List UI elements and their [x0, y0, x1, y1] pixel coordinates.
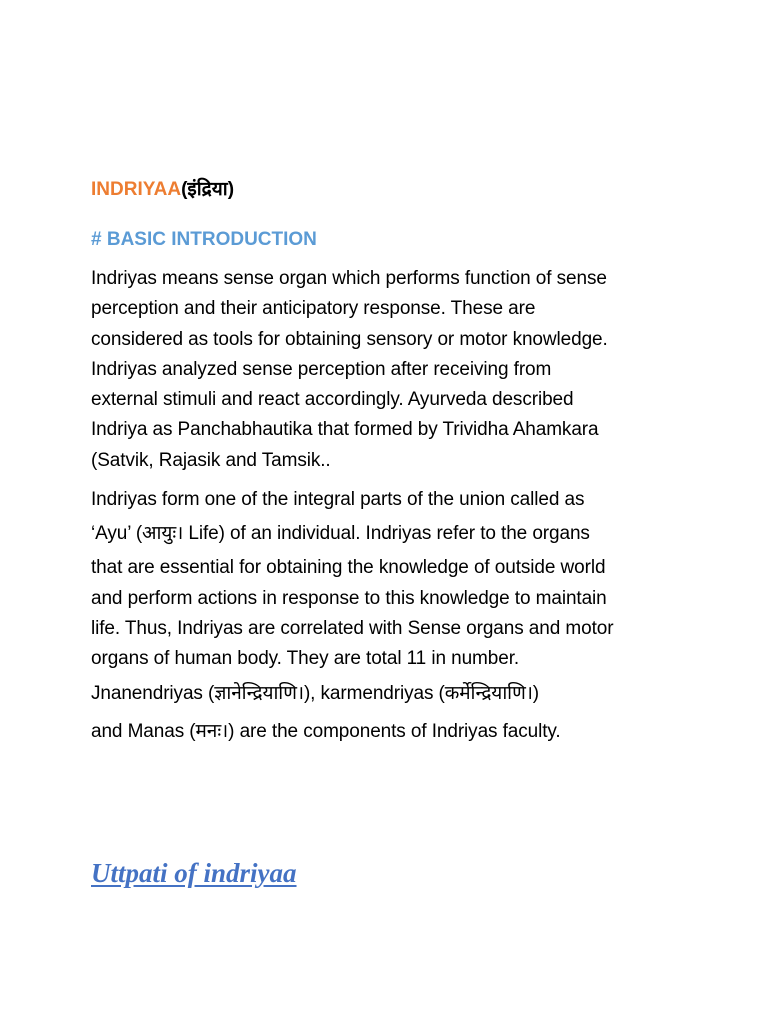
text-line: Indriyas means sense organ which performs function of sense — [91, 268, 607, 289]
text-line: external stimuli and react accordingly. Ayurveda described — [91, 389, 574, 411]
text-line: Indriyas analyzed sense perception after receiving from — [91, 358, 552, 380]
document-page — [91, 178, 751, 760]
title-latin: INDRIYAA — [91, 179, 182, 200]
subheading-uttpati: Uttpati of indriyaa — [91, 858, 297, 888]
text-line: considered as tools for obtaining sensory or motor knowledge. — [91, 328, 608, 350]
text-line: perception and their anticipatory response. These are — [91, 298, 536, 320]
text-line: organs of human body. They are total 11 in number. — [91, 648, 520, 670]
text-line: ‘Ayu’ (आयुः। Life) of an individual. Indriyas refer to the organs — [91, 523, 590, 545]
text-line: that are essential for obtaining the knowledge of outside world — [91, 557, 606, 579]
document-title — [91, 178, 751, 202]
paragraph-components — [91, 485, 751, 750]
text-line: Jnanendriyas (ज्ञानेन्द्रियाणि।), karmendriyas (कर्मेन्द्रियाणि।) — [91, 682, 540, 704]
section-heading: # BASIC INTRODUCTION — [91, 229, 317, 250]
text-line: (Satvik, Rajasik and Tamsik.. — [91, 449, 331, 471]
title-devanagari: (इंद्रिया) — [181, 179, 235, 200]
paragraph-introduction — [91, 264, 751, 476]
text-line: and Manas (मनः।) are the components of Indriyas faculty. — [91, 720, 561, 742]
text-line: and perform actions in response to this knowledge to maintain — [91, 587, 607, 609]
text-line: Indriyas form one of the integral parts of the union called as — [91, 489, 585, 511]
text-line: Indriya as Panchabhautika that formed by Trividha Ahamkara — [91, 419, 599, 441]
text-line: life. Thus, Indriyas are correlated with Sense organs and motor — [91, 617, 614, 639]
